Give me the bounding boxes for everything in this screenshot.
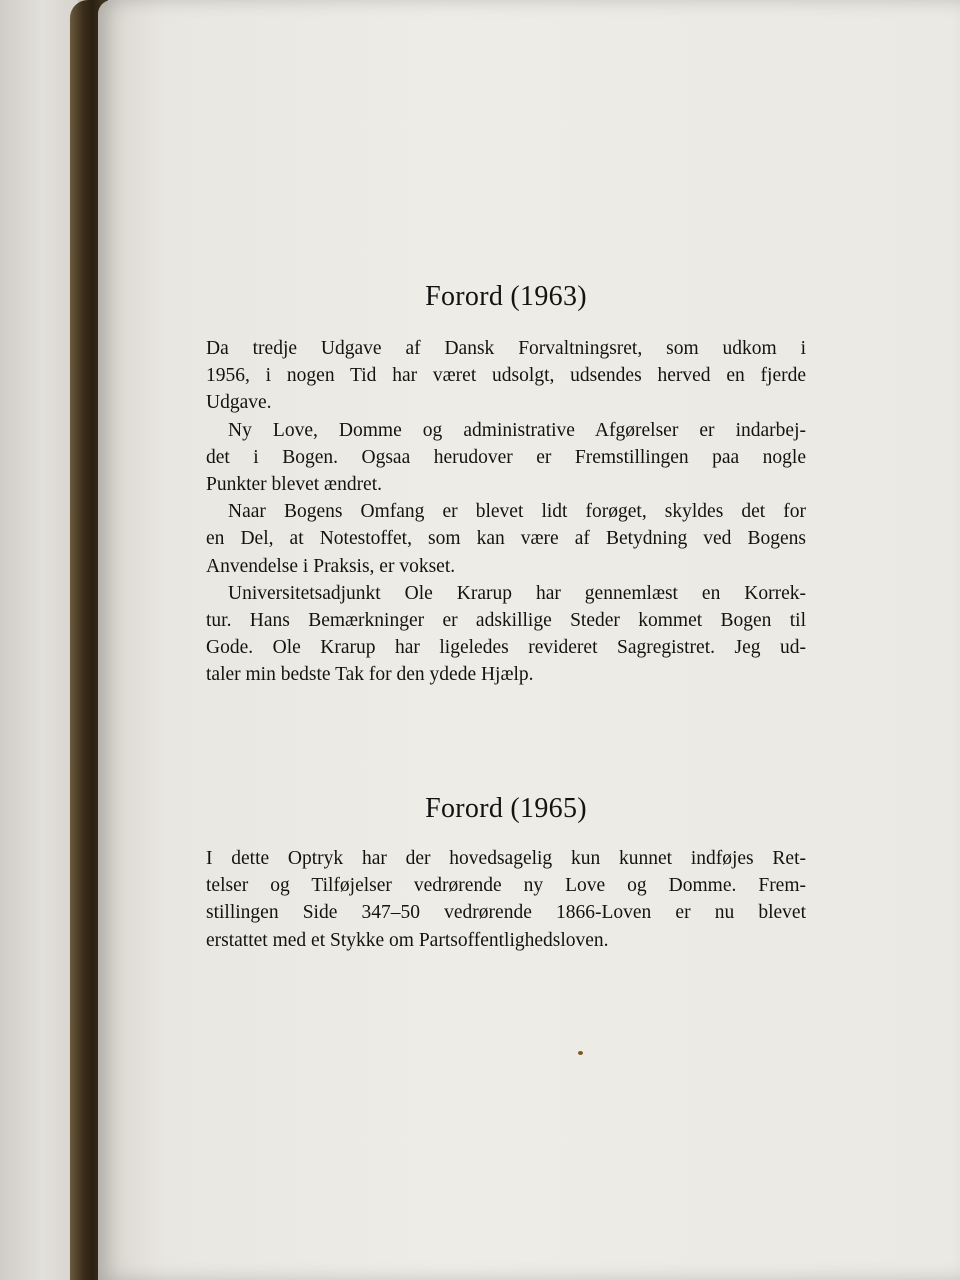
text-line: stillingen Side 347–50 vedrørende 1866-Loven er nu blevet — [206, 902, 806, 924]
paragraph — [206, 498, 806, 580]
text-line: Da tredje Udgave af Dansk Forvaltningsret, som udkom i — [206, 338, 806, 359]
text-line: Universitetsadjunkt Ole Krarup har gennemlæst en Korrek- — [228, 582, 806, 604]
text-line: taler min bedste Tak for den ydede Hjælp. — [206, 664, 534, 686]
paper-speck — [578, 1051, 583, 1055]
text-line: erstattet med et Stykke om Partsoffentlighedsloven. — [206, 929, 609, 951]
paragraph — [206, 335, 806, 417]
section-title: Forord (1963) — [425, 281, 587, 312]
text-line: Ny Love, Domme og administrative Afgørelser er indarbej- — [228, 419, 806, 441]
text-line: Punkter blevet ændret. — [206, 474, 383, 496]
section-forord-1963 — [206, 280, 806, 689]
text-line: det i Bogen. Ogsaa herudover er Fremstillingen paa nogle — [206, 446, 806, 468]
section-title: Forord (1965) — [425, 793, 587, 824]
section-forord-1965 — [206, 792, 806, 954]
left-page — [0, 0, 78, 1280]
paragraph — [206, 580, 806, 689]
text-line: telser og Tilføjelser vedrørende ny Love og Domme. Frem- — [206, 875, 806, 897]
text-line: Udgave. — [206, 392, 272, 414]
text-line: I dette Optryk har der hovedsagelig kun kunnet indføjes Ret- — [206, 848, 806, 869]
text-line: Anvendelse i Praksis, er vokset. — [206, 555, 456, 577]
text-line: en Del, at Notestoffet, som kan være af Betydning ved Bogens — [206, 528, 806, 550]
text-line: Naar Bogens Omfang er blevet lidt forøget, skyldes det for — [228, 501, 806, 523]
paragraph — [206, 845, 806, 954]
paragraph — [206, 417, 806, 499]
text-line: tur. Hans Bemærkninger er adskillige Steder kommet Bogen til — [206, 610, 806, 632]
text-line: Gode. Ole Krarup har ligeledes revideret Sagregistret. Jeg ud- — [206, 637, 806, 659]
text-line: 1956, i nogen Tid har været udsolgt, udsendes herved en fjerde — [206, 365, 806, 387]
